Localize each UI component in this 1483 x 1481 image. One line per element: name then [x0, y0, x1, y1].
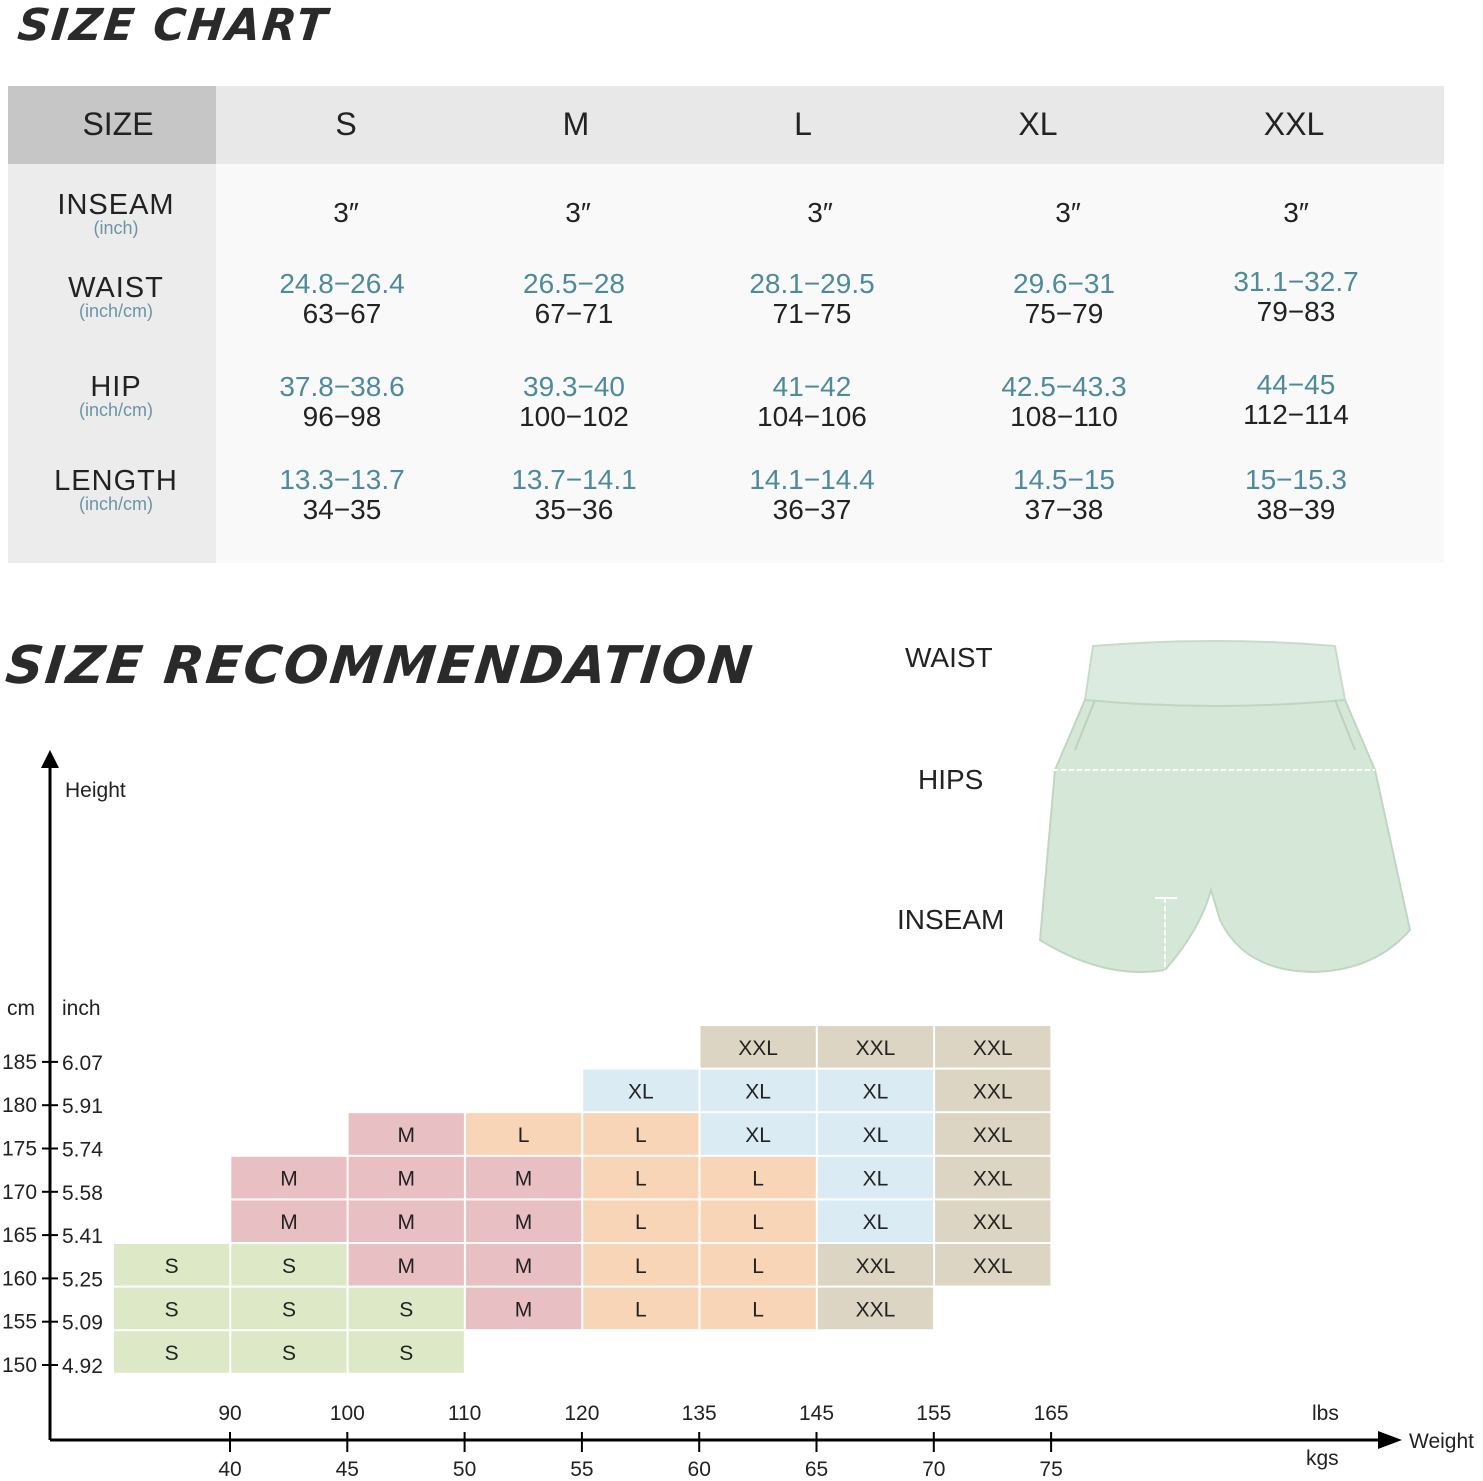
size-recommendation-title: SIZE RECOMMENDATION: [2, 636, 757, 696]
cell-inch: 14.1−14.4: [749, 464, 875, 495]
y-tick-label-inch: 5.09: [62, 1311, 103, 1335]
y-tick-label-cm: 180: [2, 1094, 38, 1118]
y-tick-label-inch: 5.41: [62, 1225, 103, 1249]
cell-value: 3″: [807, 197, 833, 228]
header-size-m: M: [562, 106, 590, 142]
cell-inch: 44−45: [1256, 369, 1336, 400]
header-size-label: SIZE: [82, 106, 154, 142]
cell-cm: 100−102: [519, 401, 629, 432]
size-cell-label: XXL: [972, 1036, 1013, 1060]
inseam-label: INSEAM: [897, 904, 1005, 935]
x-axis-title: Weight: [1409, 1430, 1474, 1453]
cell-inch: 41−42: [772, 371, 852, 402]
y-tick-label-inch: 6.07: [62, 1051, 103, 1075]
waist-label: WAIST: [905, 642, 993, 673]
size-cell-label: M: [397, 1124, 415, 1147]
x-tick-label-lbs: 120: [564, 1402, 600, 1425]
size-cell-label: XXL: [972, 1211, 1013, 1235]
cell-inch: 42.5−43.3: [1001, 371, 1127, 402]
cell-inch: 28.1−29.5: [749, 268, 875, 299]
row-unit: (inch): [93, 218, 139, 238]
x-tick-label-lbs: 165: [1033, 1402, 1069, 1425]
cell-cm: 36−37: [772, 494, 852, 525]
size-cell-label: M: [514, 1298, 533, 1322]
size-cell-label: L: [635, 1167, 647, 1191]
y-tick-label-inch: 5.74: [62, 1138, 103, 1162]
x-tick-label-kgs: 60: [687, 1458, 711, 1481]
y-tick-label-cm: 165: [2, 1224, 38, 1248]
cell-inch: 37.8−38.6: [279, 371, 405, 402]
cell-cm: 67−71: [534, 298, 614, 329]
row-unit: (inch/cm): [78, 400, 153, 420]
size-cell-label: M: [280, 1211, 298, 1235]
size-cell-label: S: [164, 1298, 179, 1322]
cell-inch: 15−15.3: [1245, 464, 1347, 495]
x-tick-label-lbs: 90: [218, 1402, 242, 1425]
y-tick-label-inch: 5.91: [62, 1095, 103, 1119]
cell-cm: 37−38: [1024, 494, 1104, 525]
x-tick-label-lbs: 155: [916, 1402, 952, 1425]
size-cell-label: XL: [862, 1080, 889, 1104]
size-cell-label: M: [514, 1167, 533, 1191]
x-tick-label-kgs: 55: [570, 1458, 594, 1481]
size-cell-label: XXL: [972, 1124, 1013, 1147]
size-cell-label: XL: [862, 1167, 889, 1191]
size-cell-label: XL: [862, 1211, 889, 1235]
hips-label: HIPS: [918, 764, 984, 795]
size-cell-label: L: [635, 1124, 647, 1147]
size-cell-label: M: [514, 1211, 533, 1235]
size-cell-label: L: [752, 1298, 764, 1322]
size-grid: [114, 1026, 1050, 1373]
cell-value: 3″: [565, 197, 591, 228]
x-tick-label-kgs: 50: [452, 1458, 477, 1481]
x-tick-label-lbs: 145: [798, 1402, 835, 1425]
cell-cm: 108−110: [1010, 401, 1118, 432]
y-unit-inch: inch: [62, 997, 101, 1020]
x-tick-label-kgs: 40: [218, 1458, 242, 1481]
size-cell-label: XL: [745, 1124, 771, 1147]
cell-cm: 34−35: [302, 494, 382, 525]
size-cell-label: L: [752, 1211, 764, 1235]
size-cell-label: XXL: [972, 1080, 1013, 1104]
header-size-s: S: [335, 106, 357, 142]
size-cell-label: XL: [862, 1124, 889, 1147]
size-cell-label: XXL: [972, 1254, 1013, 1278]
x-tick-label-kgs: 75: [1039, 1458, 1063, 1481]
size-cell-label: XXL: [855, 1036, 896, 1060]
x-tick-label-lbs: 135: [681, 1402, 717, 1425]
cell-cm: 75−79: [1024, 298, 1104, 329]
size-cell-label: M: [514, 1254, 533, 1278]
row-name: WAIST: [68, 272, 164, 304]
size-cell-label: S: [281, 1342, 296, 1365]
cell-inch: 14.5−15: [1013, 464, 1115, 495]
y-tick-label-cm: 160: [2, 1267, 38, 1291]
size-cell-label: L: [752, 1254, 764, 1278]
y-tick-label-cm: 150: [2, 1354, 38, 1377]
size-cell-label: M: [397, 1167, 415, 1191]
x-tick-label-lbs: 110: [447, 1402, 482, 1425]
cell-inch: 26.5−28: [523, 268, 625, 299]
cell-cm: 35−36: [534, 494, 614, 525]
size-cell-label: XXL: [972, 1167, 1013, 1191]
y-unit-cm: cm: [7, 997, 35, 1020]
header-size-xxl: XXL: [1263, 106, 1325, 142]
cell-value: 3″: [333, 197, 359, 228]
y-tick-label-cm: 155: [2, 1310, 38, 1334]
size-cell-label: XL: [628, 1080, 654, 1104]
size-cell-label: L: [752, 1167, 764, 1191]
row-unit: (inch/cm): [78, 301, 153, 321]
y-tick-label-inch: 4.92: [62, 1355, 103, 1378]
cell-cm: 96−98: [302, 401, 382, 432]
size-cell-label: XXL: [855, 1254, 896, 1278]
size-cell-label: XXL: [855, 1298, 896, 1322]
cell-inch: 13.7−14.1: [511, 464, 637, 495]
size-cell-label: S: [281, 1254, 296, 1278]
cell-inch: 13.3−13.7: [279, 464, 405, 495]
size-cell-label: M: [397, 1211, 415, 1235]
y-tick-label-cm: 185: [2, 1050, 38, 1074]
size-cell-label: XL: [745, 1080, 771, 1104]
header-size-xl: XL: [1018, 106, 1058, 142]
y-axis-title: Height: [65, 779, 126, 802]
row-unit: (inch/cm): [78, 494, 153, 514]
x-unit-kgs: kgs: [1306, 1447, 1339, 1470]
cell-cm: 104−106: [757, 401, 867, 432]
size-cell-label: M: [280, 1167, 298, 1191]
size-cell-label: S: [399, 1298, 414, 1322]
y-tick-label-cm: 175: [2, 1137, 38, 1161]
size-chart-title: SIZE CHART: [15, 0, 332, 51]
cell-value: 3″: [1055, 197, 1081, 228]
x-axis-arrow: [1378, 1431, 1402, 1449]
size-cell-label: S: [281, 1298, 296, 1322]
size-cell-label: XXL: [738, 1036, 779, 1060]
size-cell-label: S: [399, 1342, 414, 1365]
cell-cm: 79−83: [1256, 296, 1336, 327]
cell-inch: 24.8−26.4: [279, 268, 405, 299]
row-name: INSEAM: [57, 189, 175, 221]
x-tick-label-kgs: 45: [335, 1458, 359, 1481]
x-unit-lbs: lbs: [1312, 1402, 1339, 1425]
row-name: LENGTH: [54, 465, 178, 497]
cell-cm: 63−67: [302, 298, 382, 329]
row-name: HIP: [90, 371, 142, 403]
y-tick-label-cm: 170: [2, 1180, 38, 1204]
cell-cm: 38−39: [1256, 494, 1336, 525]
x-tick-label-lbs: 100: [329, 1402, 365, 1425]
cell-value: 3″: [1283, 197, 1309, 228]
size-cell-label: M: [397, 1254, 415, 1278]
cell-cm: 71−75: [772, 298, 852, 329]
y-axis-arrow: [41, 750, 59, 768]
size-cell-label: L: [635, 1298, 647, 1322]
cell-cm: 112−114: [1243, 399, 1349, 430]
y-tick-label-inch: 5.25: [62, 1268, 103, 1292]
size-cell-label: L: [635, 1211, 647, 1235]
x-tick-label-kgs: 65: [804, 1458, 829, 1481]
x-tick-label-kgs: 70: [922, 1458, 946, 1481]
y-tick-label-inch: 5.58: [62, 1181, 103, 1205]
size-cell-label: L: [517, 1124, 530, 1147]
size-cell-label: L: [635, 1254, 647, 1278]
cell-inch: 31.1−32.7: [1233, 266, 1359, 297]
cell-inch: 39.3−40: [523, 371, 625, 402]
size-cell-label: S: [164, 1342, 179, 1365]
size-cell-label: S: [164, 1254, 179, 1278]
header-size-l: L: [794, 106, 812, 142]
cell-inch: 29.6−31: [1013, 268, 1115, 299]
